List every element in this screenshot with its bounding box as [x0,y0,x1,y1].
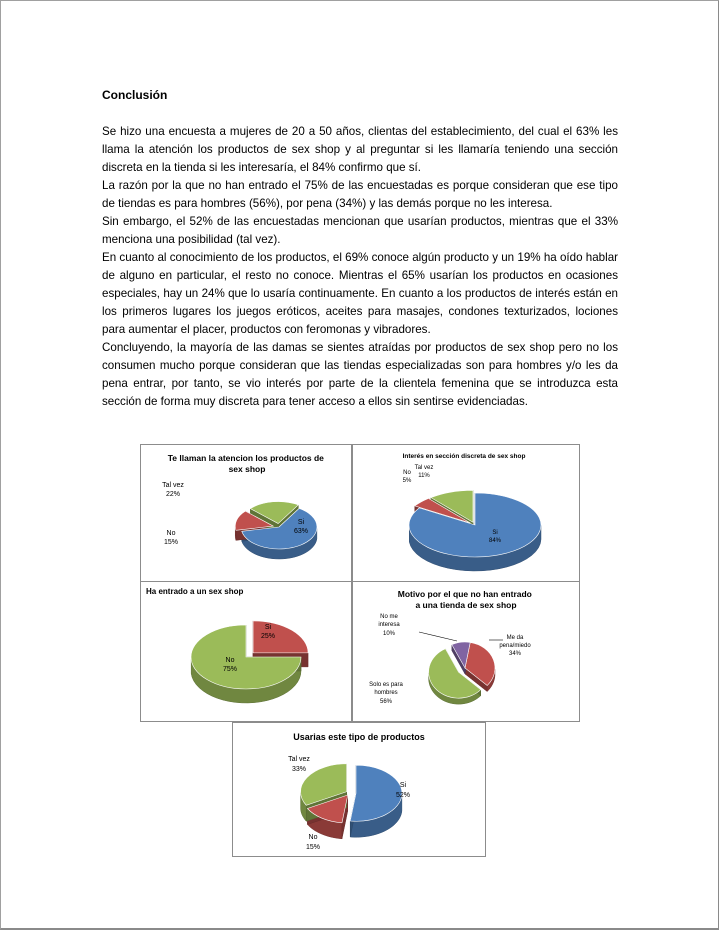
chart-svg [141,445,351,581]
slice-percent: 22% [165,491,181,498]
paragraph: Sin embargo, el 52% de las encuestadas mencionan que usarían productos, mientras que el 33% menciona una posibilidad (tal vez). [102,215,618,246]
paragraph: Se hizo una encuesta a mujeres de 20 a 50 años, clientas del establecimiento, del cual el 63% les llama la atención los productos de sex shop y al preguntar si les llamaría teniendo una sección discreta en la tienda si les interesaría, el 84% confirmo que sí. [102,125,618,174]
chart-svg [353,445,579,581]
chart-svg [233,723,485,856]
data-label [378,614,400,637]
paragraph: La razón por la que no han entrado el 75% de las encuestadas es porque consideran que ese tipo de tiendas es para hombres (56%), por pena (34%) y las demás porque no les interesa. [102,179,618,210]
slice-label: Si [492,530,498,536]
slice-label: interesa [378,622,400,628]
pie-group [409,490,541,571]
chart-ha-entrado [140,581,352,722]
data-label [369,682,403,705]
slice-label: Si [264,624,272,631]
chart-title: Ha entrado a un sex shop [146,587,244,596]
leader-lines [419,632,503,641]
data-label [499,635,531,657]
chart-title: Usarias este tipo de productos [293,732,425,742]
slice-label: pena/miedo [499,643,531,649]
slice-label: Me da [506,635,524,641]
slice-label: Si [399,782,407,789]
slice-percent: 75% [222,666,238,673]
slice-percent: 10% [382,631,396,637]
slice-percent: 15% [305,844,321,851]
chart-title-line: a una tienda de sex shop [415,600,517,610]
data-label [164,530,178,546]
slice-percent: 63% [293,528,309,535]
pie-slice [465,642,495,685]
chart-title-line: Te llaman la atencion los productos de [167,453,324,463]
chart-svg [353,582,579,721]
slice-percent: 33% [291,766,307,773]
data-label [306,834,320,851]
slice-percent: 11% [418,473,430,479]
leader-line [419,632,457,641]
chart-title [168,453,327,474]
slice-label: Solo es para [369,682,403,688]
chart-usarias [232,722,486,857]
slice-label: Si [297,519,305,526]
chart-title [398,589,535,610]
chart-title-line: Motivo por el que no han entrado [397,589,532,599]
chart-svg [141,582,351,721]
body-text [102,123,618,411]
slice-label: No [166,530,176,537]
slice-percent: 84% [488,538,502,544]
slice-label: hombres [374,690,398,696]
slice-label: No me [380,614,398,620]
paragraph: Concluyendo, la mayoría de las damas se sientes atraídas por productos de sex shop pero no los consumen mucho porque consideran que las tiendas especializadas son para hombres y/o les da pena entrar, por tanto, se vio interés por parte de la clientela femenina que se introduzca esta sección de forma muy discreta para tener acceso a ellos sin sentirse evidenciadas. [102,341,618,408]
data-label [288,756,310,773]
slice-label: Tal vez [288,756,310,763]
slice-percent: 15% [163,539,179,546]
chart-title: Interés en sección discreta de sex shop [402,453,526,460]
chart-title-line: sex shop [228,464,266,474]
slice-label: Tal vez [162,482,184,489]
data-label [403,470,412,484]
slice-percent: 56% [379,699,393,705]
chart-motivo [352,581,580,722]
slice-label: No [308,834,318,841]
data-label [415,465,434,479]
pie-group [429,642,495,704]
slice-percent: 34% [508,651,522,657]
pie-group [191,621,308,703]
data-label [162,482,184,498]
section-heading: Conclusión [102,88,168,102]
slice-percent: 52% [395,792,411,799]
slice-percent: 25% [260,633,276,640]
slice-label: No [225,657,235,664]
slice-percent: 5% [402,478,412,484]
chart-interes-seccion [352,444,580,582]
chart-llaman-atencion [140,444,352,582]
slice-label: No [403,470,411,476]
pie-group [301,764,402,839]
paragraph: En cuanto al conocimiento de los productos, el 69% conoce algún producto y un 19% ha oído hablar de alguno en particular, el resto no conoce. Mientras el 65% usarían los productos en ocasiones especiales, hay un 24% que lo usaría continuamente. En cuanto a los productos de interés están en los primeros lugares los juegos eróticos, aceites para masajes, condones texturizados, lociones para aumentar el placer, productos con feromonas y vibradores. [102,251,618,336]
slice-label: Tal vez [414,465,434,471]
